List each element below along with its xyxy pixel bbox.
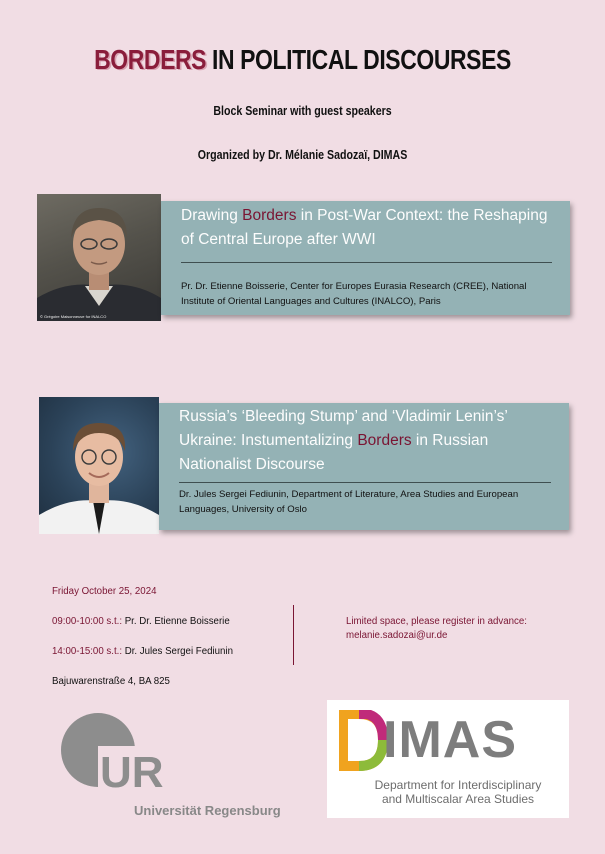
- schedule-slot-2: [52, 646, 233, 657]
- photo-credit: © Grégoire Maisonneuve for INALCO: [40, 314, 107, 319]
- talk-title-1: [181, 204, 552, 252]
- poster-title: [54, 44, 550, 76]
- divider-line: [179, 482, 551, 483]
- speaker-photo-fediunin: [39, 397, 159, 534]
- event-location: Bajuwarenstraße 4, BA 825: [52, 676, 170, 687]
- slot-1-time: 09:00-10:00 s.t.:: [52, 616, 125, 627]
- talk-panel-1: [161, 201, 570, 315]
- talk-panel-2: [159, 403, 569, 530]
- title-accent: BORDERS: [94, 44, 207, 75]
- slot-1-speaker: Pr. Dr. Etienne Boisserie: [124, 616, 230, 627]
- talk-title-2: [179, 405, 551, 477]
- subtitle: Block Seminar with guest speakers: [213, 104, 392, 118]
- speaker-affiliation-1: Pr. Dr. Etienne Boisserie, Center for Europes Eurasia Research (CREE), National Institute of Oriental Languages and Cultures (INALCO), Paris: [181, 281, 527, 307]
- speaker-affiliation-2: Dr. Jules Sergei Fediunin, Department of Literature, Area Studies and European Languages, University of Oslo: [179, 489, 519, 515]
- schedule-divider: [293, 605, 294, 665]
- ur-letters: UR: [100, 748, 164, 797]
- dimas-line-2: and Multiscalar Area Studies: [381, 792, 535, 806]
- talk-title-1-highlight: Borders: [242, 207, 297, 224]
- dimas-description: [353, 778, 563, 806]
- talk-title-1-post: in Post-War Context: the Reshaping of Central Europe after WWI: [181, 207, 548, 248]
- title-rest: IN POLITICAL DISCOURSES: [206, 44, 511, 75]
- organizer-line: Organized by Dr. Mélanie Sadozaï, DIMAS: [197, 148, 408, 162]
- dimas-logo: [327, 700, 569, 818]
- talk-title-2-post: in Russian Nationalist Discourse: [179, 432, 489, 473]
- divider-line: [181, 262, 552, 263]
- university-name: Universität Regensburg: [134, 803, 281, 818]
- dimas-line-1: Department for Interdisciplinary: [374, 778, 542, 792]
- talk-title-1-pre: Drawing: [181, 207, 243, 224]
- speaker-photo-boisserie: [37, 194, 161, 321]
- talk-title-2-pre: Russia’s ‘Bleeding Stump’ and ‘Vladimir Lenin’s’ Ukraine: Instumentalizing: [179, 408, 508, 449]
- registration-email[interactable]: melanie.sadozai@ur.de: [346, 630, 448, 641]
- talk-title-2-highlight: Borders: [357, 432, 412, 449]
- registration-note: Limited space, please register in advance:: [346, 616, 527, 627]
- event-date: Friday October 25, 2024: [52, 586, 157, 597]
- schedule-slot-1: [52, 616, 230, 627]
- dimas-wordmark: IMAS: [383, 711, 517, 769]
- slot-2-speaker: Dr. Jules Sergei Fediunin: [124, 646, 233, 657]
- slot-2-time: 14:00-15:00 s.t.:: [52, 646, 125, 657]
